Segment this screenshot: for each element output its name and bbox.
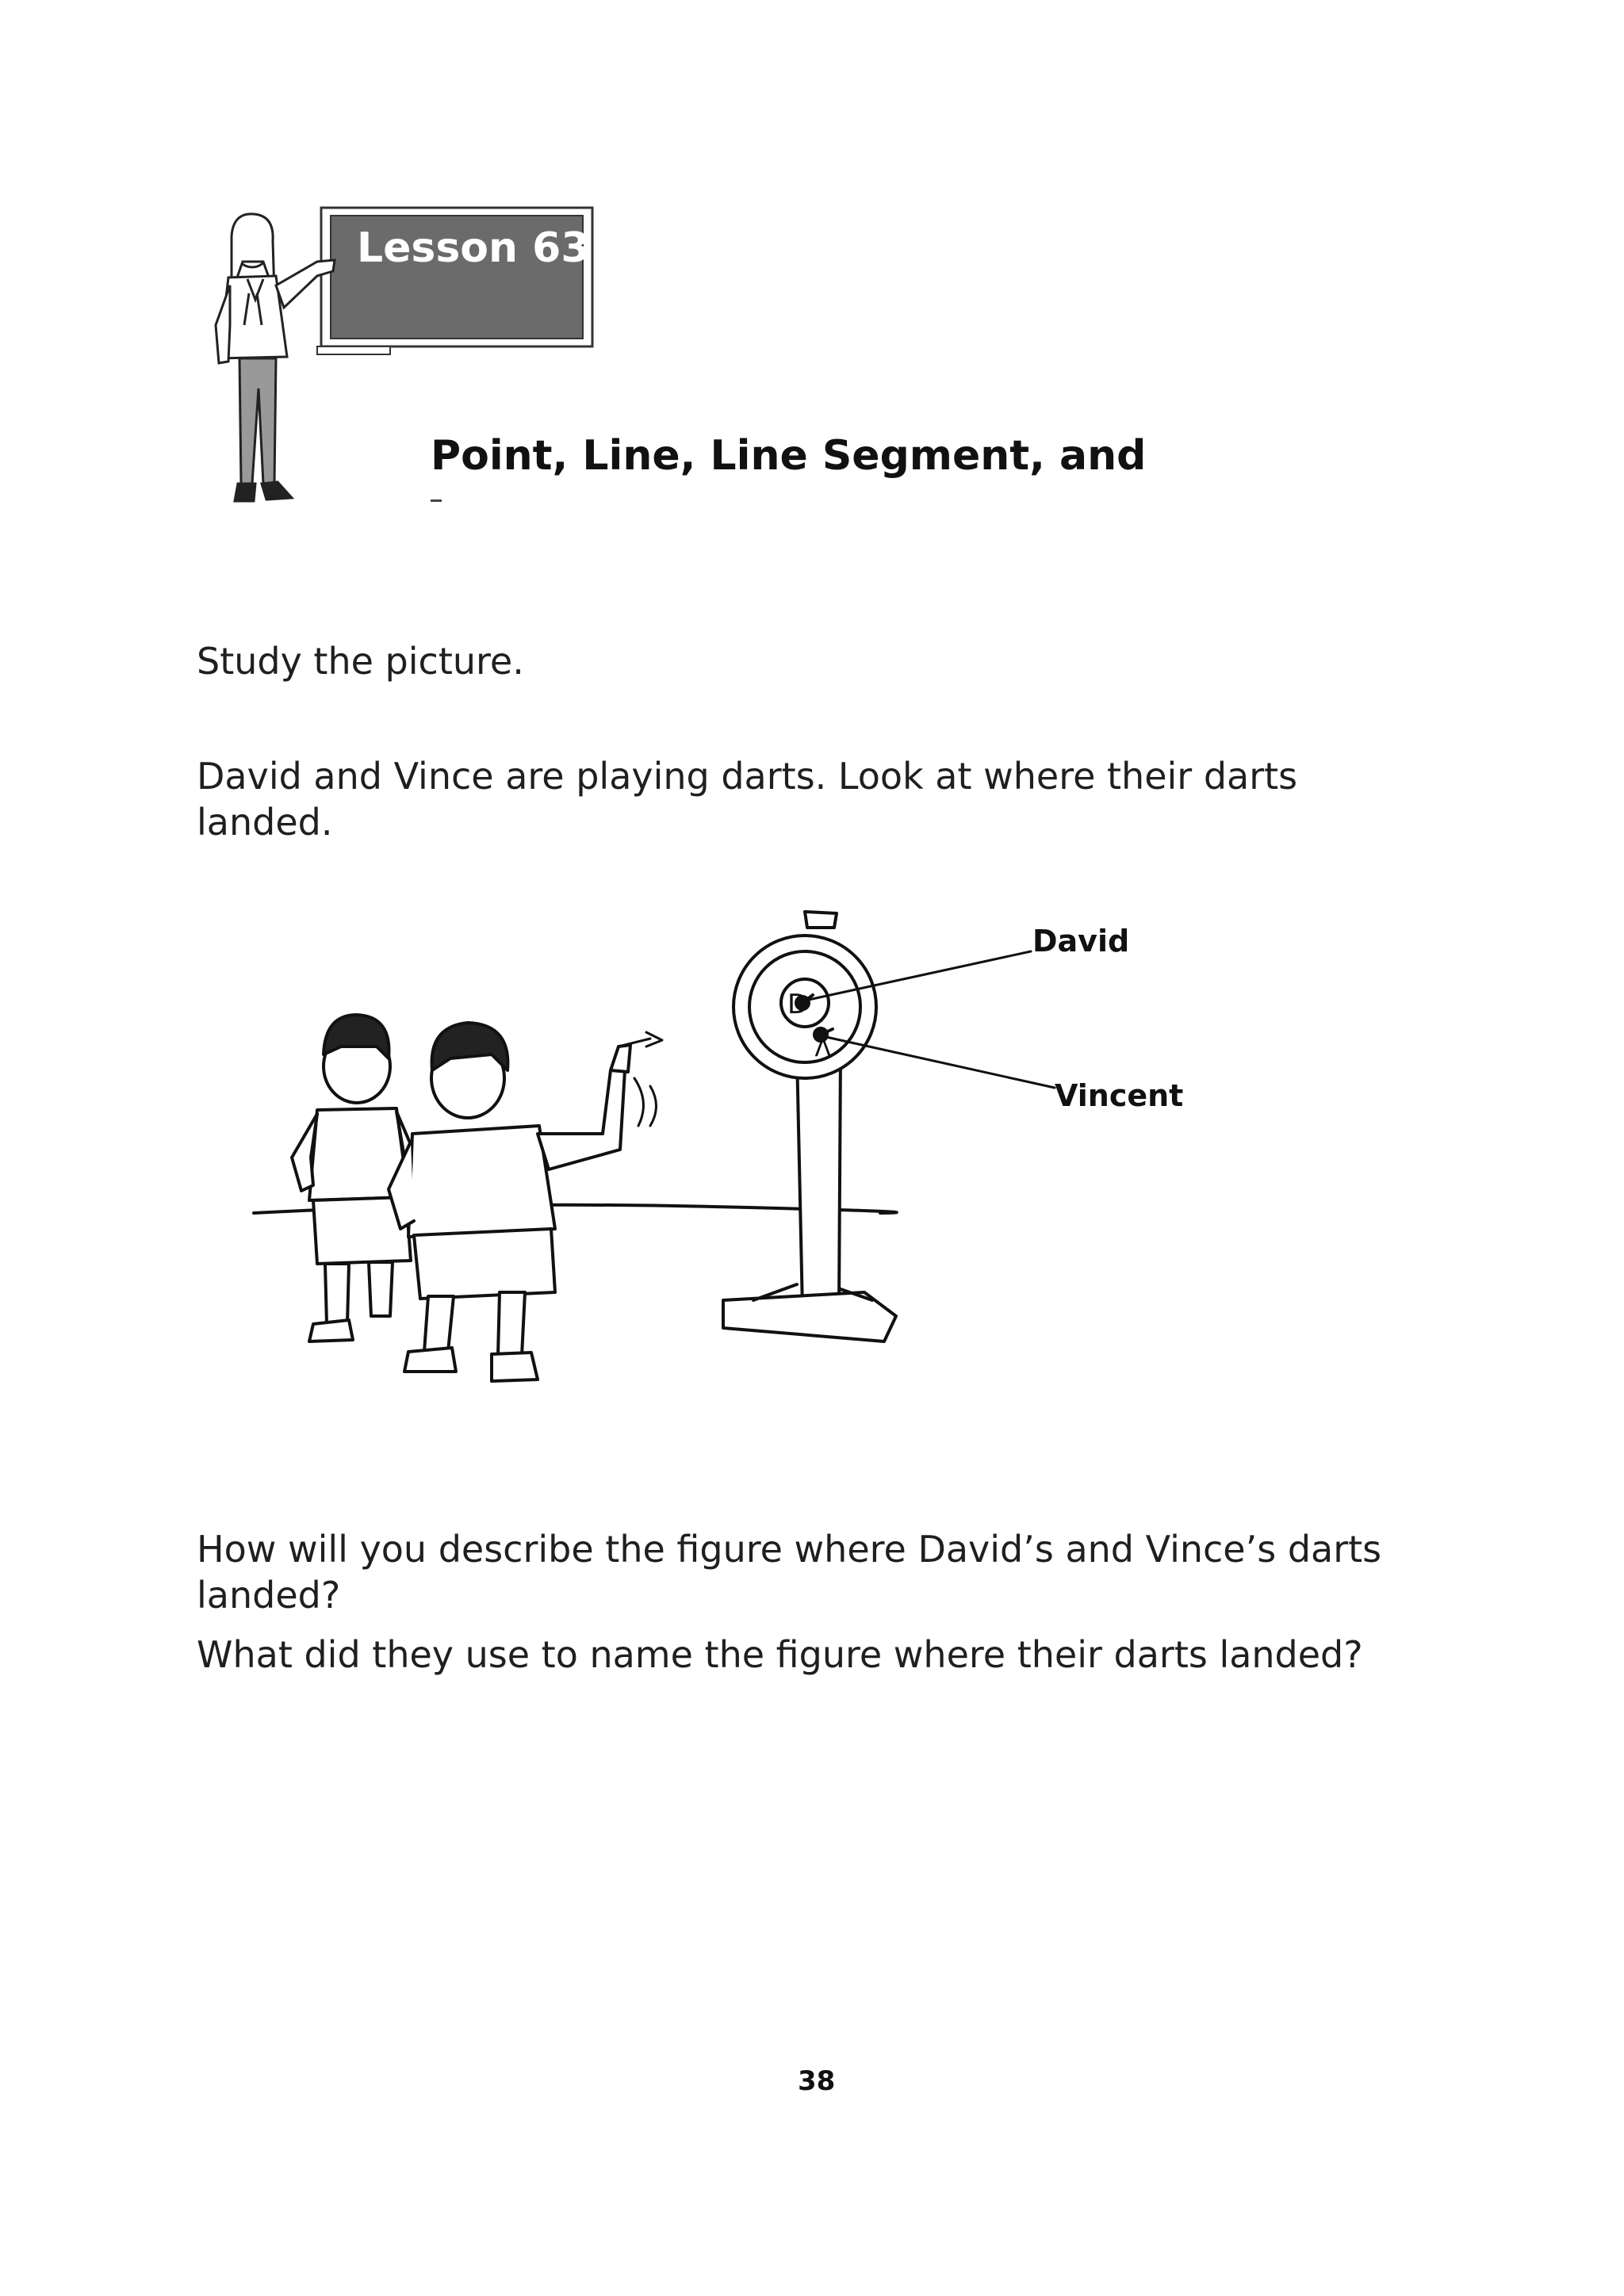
intro-paragraph: David and Vince are playing darts. Look at where their darts landed. <box>197 755 1298 844</box>
page-number: 38 <box>798 2065 836 2097</box>
darts-scene-illustration <box>238 896 1269 1403</box>
question-1: How will you describe the figure where David’s and Vince’s darts landed? <box>197 1528 1382 1617</box>
point-v-label: V <box>814 1032 831 1060</box>
lesson-number-label: Lesson 63 <box>357 224 590 272</box>
lesson-title: Point, Line, Line Segment, and <box>431 432 1147 480</box>
label-david: David <box>1032 924 1130 959</box>
instruction-text: Study the picture. <box>197 640 524 683</box>
title-overflow-mark <box>431 499 442 502</box>
label-vincent: Vincent <box>1055 1078 1184 1113</box>
point-d-label: D <box>787 989 809 1020</box>
question-2: What did they use to name the figure where their darts landed? <box>197 1633 1363 1676</box>
